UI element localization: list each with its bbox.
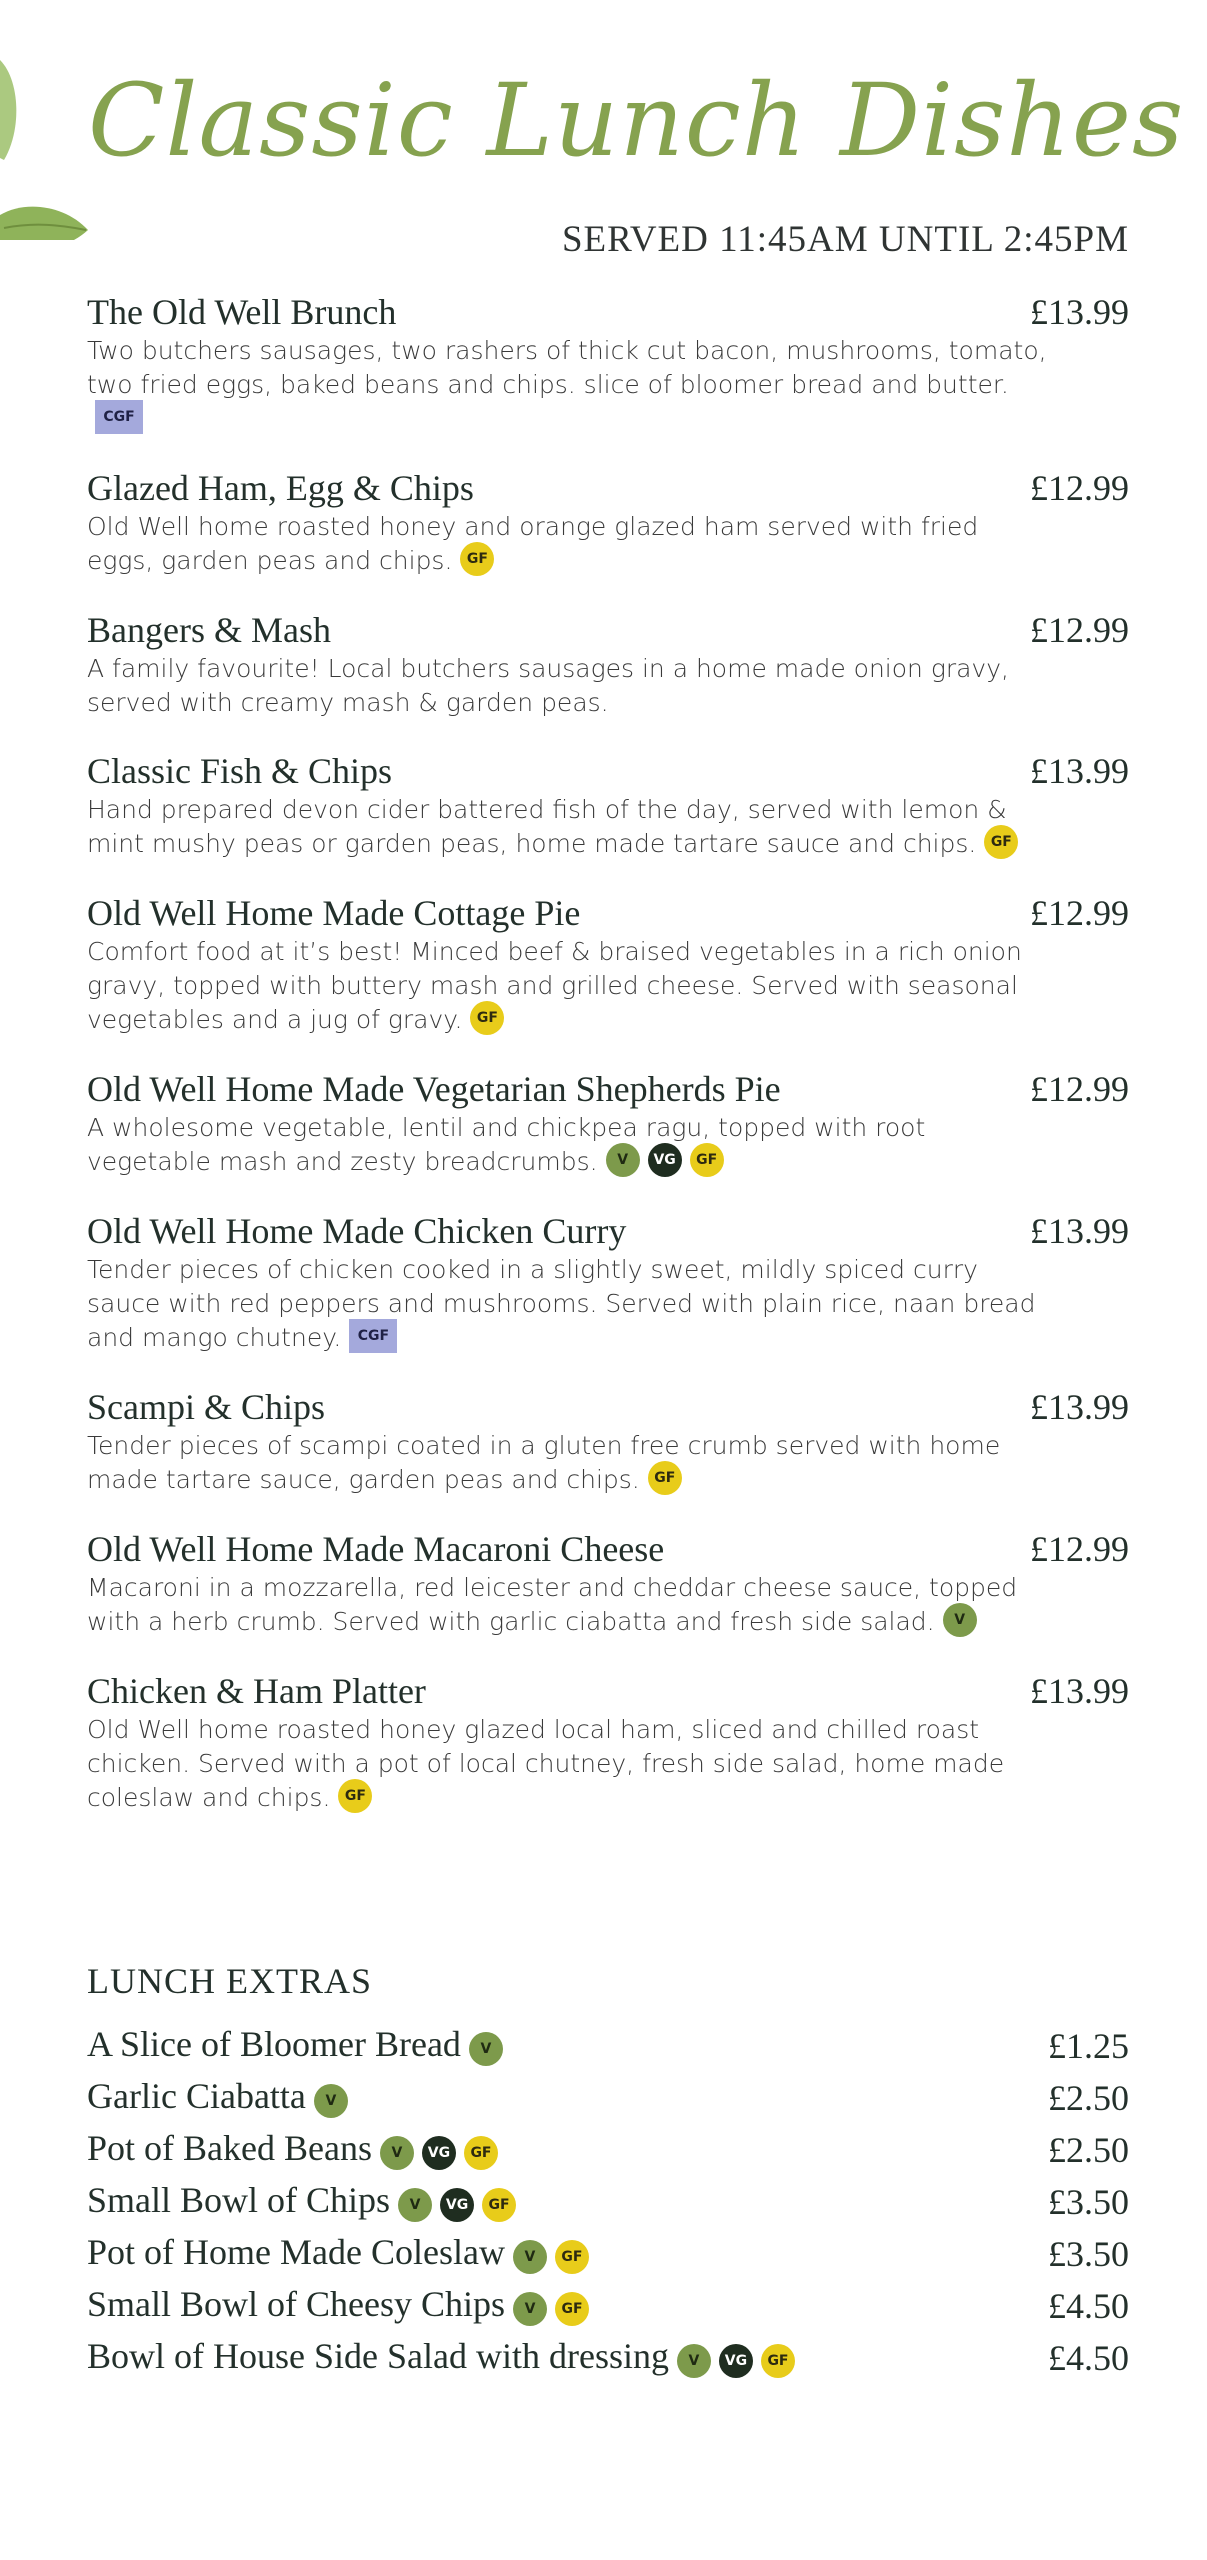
extra-name: Small Bowl of Chips: [87, 2180, 391, 2221]
cgf-badge: CGF: [95, 400, 143, 434]
dish-name: Chicken & Ham Platter: [87, 1671, 426, 1711]
dish-item: [87, 1527, 1129, 1640]
vg-badge: VG: [440, 2188, 474, 2222]
gf-badge: GF: [460, 542, 494, 576]
dish-description: [87, 935, 1047, 1038]
extra-item: [87, 2176, 1129, 2228]
dish-description: [87, 1713, 1047, 1816]
page-title: Classic Lunch Dishes: [88, 62, 1185, 179]
dish-name: Old Well Home Made Cottage Pie: [87, 893, 581, 933]
extra-price: £3.50: [1048, 2182, 1129, 2222]
gf-badge: GF: [555, 2292, 589, 2326]
extra-name-group: [87, 2179, 516, 2225]
dish-name: Scampi & Chips: [87, 1387, 326, 1427]
dish-description-text: Hand prepared devon cider battered fish of the day, served with lemon & mint mushy peas or garden peas, home made tartare sauce and chips.: [87, 795, 1007, 858]
dish-header: [87, 608, 1129, 652]
gf-badge: GF: [761, 2344, 795, 2378]
dish-description-text: Tender pieces of chicken cooked in a slightly sweet, mildly spiced curry sauce with red peppers and mushrooms. Served with plain rice, naan bread and mango chutney.: [87, 1255, 1036, 1352]
dish-description: [87, 334, 1047, 437]
v-badge: V: [513, 2240, 547, 2274]
extra-price: £3.50: [1048, 2234, 1129, 2274]
extras-heading: LUNCH EXTRAS: [87, 1961, 373, 2001]
v-badge: V: [943, 1603, 977, 1637]
extra-item: [87, 2332, 1129, 2384]
dish-header: [87, 891, 1129, 935]
dish-description-text: Old Well home roasted honey and orange glazed ham served with fried eggs, garden peas and chips.: [87, 512, 979, 575]
extra-name: Pot of Home Made Coleslaw: [87, 2232, 505, 2273]
extra-name: A Slice of Bloomer Bread: [87, 2024, 461, 2065]
dish-price: £12.99: [1030, 1069, 1129, 1109]
dish-description: [87, 1253, 1047, 1356]
extra-price: £2.50: [1048, 2130, 1129, 2170]
extra-name-group: [87, 2335, 795, 2381]
gf-badge: GF: [464, 2136, 498, 2170]
v-badge: V: [380, 2136, 414, 2170]
dish-header: [87, 1067, 1129, 1111]
extra-name-group: [87, 2023, 503, 2069]
gf-badge: GF: [984, 825, 1018, 859]
gf-badge: GF: [690, 1143, 724, 1177]
dish-name: Old Well Home Made Vegetarian Shepherds Pie: [87, 1069, 781, 1109]
v-badge: V: [677, 2344, 711, 2378]
dish-description-text: Two butchers sausages, two rashers of thick cut bacon, mushrooms, tomato, two fried eggs, baked beans and chips. slice of bloomer bread and butter.: [87, 336, 1047, 399]
dish-price: £13.99: [1030, 292, 1129, 332]
extra-name-group: [87, 2231, 589, 2277]
dish-description-text: Tender pieces of scampi coated in a gluten free crumb served with home made tartare sauce, garden peas and chips.: [87, 1431, 1001, 1494]
v-badge: V: [469, 2032, 503, 2066]
extra-name-group: [87, 2127, 498, 2173]
dish-description-text: Macaroni in a mozzarella, red leicester and cheddar cheese sauce, topped with a herb crumb. Served with garlic ciabatta and fresh side salad.: [87, 1573, 1018, 1636]
dish-price: £12.99: [1030, 893, 1129, 933]
dish-header: [87, 1669, 1129, 1713]
dish-name: The Old Well Brunch: [87, 292, 397, 332]
extra-item: [87, 2280, 1129, 2332]
dish-description: [87, 1111, 1047, 1180]
dish-price: £13.99: [1030, 1671, 1129, 1711]
dish-name: Old Well Home Made Macaroni Cheese: [87, 1529, 665, 1569]
dish-description-text: Comfort food at it’s best! Minced beef & braised vegetables in a rich onion gravy, topped with buttery mash and grilled cheese. Served with seasonal vegetables and a jug of gravy.: [87, 937, 1022, 1034]
dish-item: [87, 466, 1129, 579]
extra-price: £1.25: [1048, 2026, 1129, 2066]
dish-item: [87, 1385, 1129, 1498]
dish-header: [87, 1385, 1129, 1429]
extra-item: [87, 2124, 1129, 2176]
dish-name: Bangers & Mash: [87, 610, 331, 650]
gf-badge: GF: [482, 2188, 516, 2222]
dish-description-text: A family favourite! Local butchers sausages in a home made onion gravy, served with creamy mash & garden peas.: [87, 654, 1009, 717]
dish-name: Glazed Ham, Egg & Chips: [87, 468, 474, 508]
dish-price: £13.99: [1030, 751, 1129, 791]
dish-header: [87, 1209, 1129, 1253]
extra-item: [87, 2228, 1129, 2280]
extra-name: Pot of Baked Beans: [87, 2128, 372, 2169]
dish-description-text: Old Well home roasted honey glazed local ham, sliced and chilled roast chicken. Served with a pot of local chutney, fresh side salad, home made coleslaw and chips.: [87, 1715, 1005, 1812]
v-badge: V: [314, 2084, 348, 2118]
vg-badge: VG: [422, 2136, 456, 2170]
cgf-badge: CGF: [349, 1319, 397, 1353]
dish-description-text: A wholesome vegetable, lentil and chickpea ragu, topped with root vegetable mash and zesty breadcrumbs.: [87, 1113, 926, 1176]
v-badge: V: [398, 2188, 432, 2222]
dish-item: [87, 608, 1129, 720]
dish-description: [87, 652, 1047, 720]
dish-item: [87, 290, 1129, 437]
dish-item: [87, 891, 1129, 1038]
dish-item: [87, 1067, 1129, 1180]
dish-price: £12.99: [1030, 1529, 1129, 1569]
dish-description: [87, 1429, 1047, 1498]
dish-header: [87, 290, 1129, 334]
dish-name: Old Well Home Made Chicken Curry: [87, 1211, 627, 1251]
extra-name: Garlic Ciabatta: [87, 2076, 306, 2117]
gf-badge: GF: [555, 2240, 589, 2274]
dish-header: [87, 1527, 1129, 1571]
gf-badge: GF: [648, 1461, 682, 1495]
extra-name-group: [87, 2075, 348, 2121]
leaf-decoration-icon: [0, 40, 100, 240]
dish-description: [87, 1571, 1047, 1640]
extra-name: Small Bowl of Cheesy Chips: [87, 2284, 506, 2325]
gf-badge: GF: [470, 1001, 504, 1035]
v-badge: V: [606, 1143, 640, 1177]
extra-item: [87, 2072, 1129, 2124]
dish-price: £13.99: [1030, 1211, 1129, 1251]
dish-price: £12.99: [1030, 468, 1129, 508]
serving-times: SERVED 11:45AM UNTIL 2:45PM: [561, 219, 1129, 260]
extra-name-group: [87, 2283, 589, 2329]
extras-list: [87, 2020, 1129, 2384]
vg-badge: VG: [648, 1143, 682, 1177]
extra-name: Bowl of House Side Salad with dressing: [87, 2336, 669, 2377]
dish-header: [87, 749, 1129, 793]
dish-item: [87, 1209, 1129, 1356]
dish-price: £12.99: [1030, 610, 1129, 650]
extra-item: [87, 2020, 1129, 2072]
dish-price: £13.99: [1030, 1387, 1129, 1427]
extra-price: £2.50: [1048, 2078, 1129, 2118]
dish-header: [87, 466, 1129, 510]
extra-price: £4.50: [1048, 2286, 1129, 2326]
gf-badge: GF: [338, 1779, 372, 1813]
dish-description: [87, 510, 1047, 579]
dish-name: Classic Fish & Chips: [87, 751, 393, 791]
dish-item: [87, 749, 1129, 862]
vg-badge: VG: [719, 2344, 753, 2378]
dish-description: [87, 793, 1047, 862]
v-badge: V: [513, 2292, 547, 2326]
dish-list: [87, 290, 1129, 1845]
extra-price: £4.50: [1048, 2338, 1129, 2378]
dish-item: [87, 1669, 1129, 1816]
